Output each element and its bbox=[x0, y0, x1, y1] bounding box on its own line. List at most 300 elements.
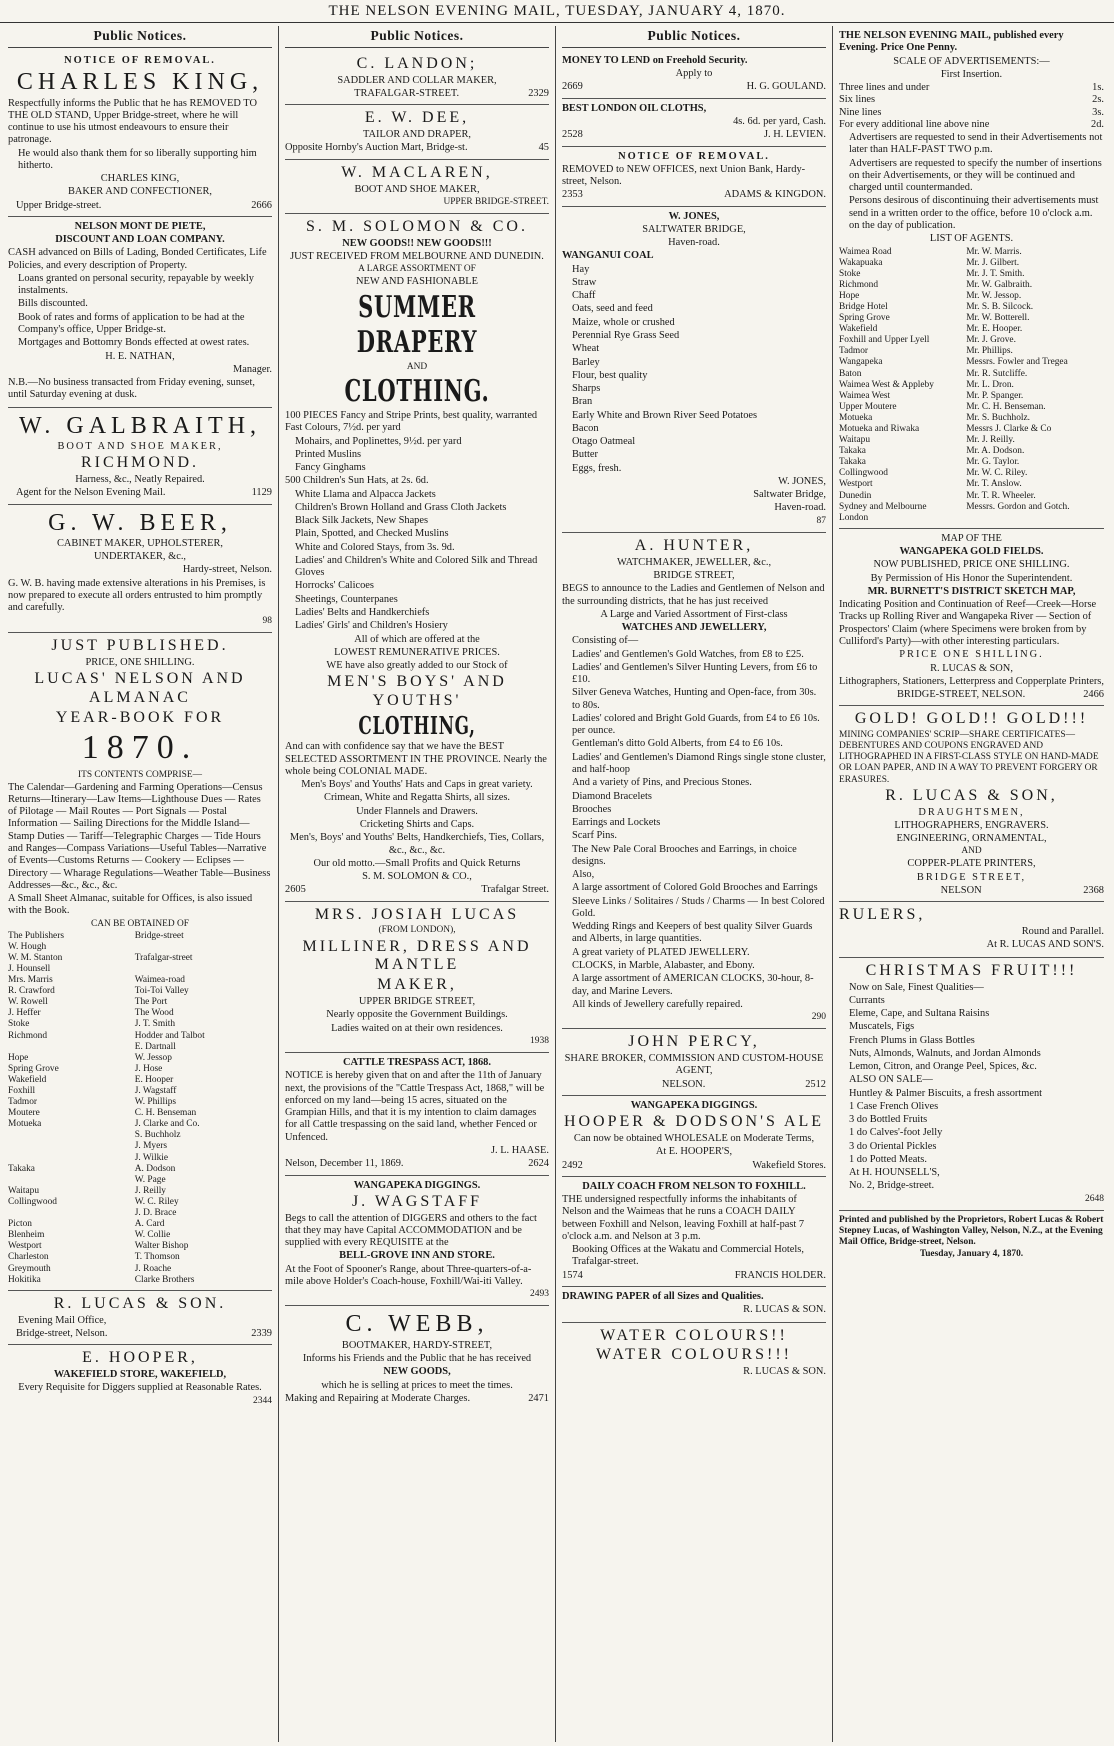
agent-place: Hope bbox=[839, 290, 860, 301]
agent-name: The Port bbox=[134, 997, 168, 1008]
ad-title: MAP OF THE bbox=[941, 532, 1002, 544]
agent-name: J. Wilkie bbox=[134, 1152, 169, 1163]
ad-ref: 45 bbox=[538, 142, 549, 154]
agent-name: E. Hooper bbox=[134, 1074, 174, 1085]
ad-adams-kingdon bbox=[562, 147, 826, 207]
agent-row bbox=[839, 313, 1104, 324]
ad-name: R. LUCAS & SON. bbox=[53, 1294, 227, 1312]
ad-place: NELSON bbox=[940, 884, 982, 896]
agent-name: T. Thomson bbox=[134, 1252, 180, 1263]
ad-title: CATTLE TRESPASS ACT, 1868. bbox=[343, 1057, 491, 1069]
ad-signature: J. L. HAASE. bbox=[490, 1145, 549, 1157]
ad-line: Ladies' colored and Bright Gold Guards, from £4 to £6 10s. per ounce. bbox=[572, 712, 820, 737]
ad-body: Begs to call the attention of DIGGERS and others to the fact that they may have Capital ACCOMMODATION and be supplied with every REQUISITE at the bbox=[285, 1212, 537, 1249]
agent-place: W. Rowell bbox=[8, 997, 48, 1008]
ad-line: Otago Oatmeal bbox=[572, 436, 636, 448]
ad-body: Agent for the Nelson Evening Mail. bbox=[16, 487, 166, 499]
ad-signature: S. M. SOLOMON & CO., bbox=[362, 871, 472, 883]
ad-line: 3 do Bottled Fruits bbox=[849, 1114, 928, 1126]
scale-table bbox=[839, 82, 1104, 131]
agent-name: C. H. Benseman bbox=[134, 1108, 197, 1119]
ad-map-wangapeka bbox=[839, 529, 1104, 706]
ad-name: YEAR-BOOK FOR bbox=[55, 708, 225, 726]
agent-row bbox=[8, 1219, 272, 1230]
agent-place: London bbox=[839, 512, 869, 523]
agent-row bbox=[8, 1086, 272, 1097]
ad-line: Haven-road. bbox=[774, 502, 826, 514]
ad-hunter bbox=[562, 533, 826, 1029]
agent-place: Waitapu bbox=[8, 1185, 40, 1196]
agent-name: Mr. J. T. Smith. bbox=[966, 268, 1025, 279]
ad-address: UPPER BRIDGE-STREET. bbox=[443, 196, 549, 207]
ad-item: Crimean, White and Regatta Shirts, all sizes. bbox=[324, 792, 510, 804]
ad-ref: 1129 bbox=[251, 487, 272, 499]
ad-galbraith bbox=[8, 408, 272, 505]
ad-item: Fancy Ginghams bbox=[295, 462, 366, 474]
scale-label: Three lines and under bbox=[839, 82, 930, 94]
ad-dee bbox=[285, 105, 549, 159]
ad-title: JUST PUBLISHED. bbox=[51, 636, 229, 654]
agent-row bbox=[839, 435, 1104, 446]
ad-body: LOWEST REMUNERATIVE PRICES. bbox=[334, 646, 500, 658]
ad-name: JOHN PERCY, bbox=[628, 1033, 760, 1051]
agent-place: Waimea West bbox=[839, 390, 891, 401]
ad-body: By Permission of His Honor the Superintendent. bbox=[870, 572, 1073, 584]
ad-line: 3 do Oriental Pickles bbox=[849, 1140, 937, 1152]
ad-name: E. HOOPER, bbox=[82, 1349, 198, 1367]
agent-place: Stoke bbox=[839, 268, 861, 279]
advertiser-notes bbox=[839, 132, 1104, 232]
agent-place: Moutere bbox=[8, 1108, 40, 1119]
ad-signature: FRANCIS HOLDER. bbox=[734, 1269, 826, 1281]
ad-line: Gentleman's ditto Gold Alberts, from £4 to £6 10s. bbox=[572, 738, 783, 750]
ad-line: Early White and Brown River Seed Potatoes bbox=[572, 409, 758, 421]
agent-place: Sydney and Melbourne bbox=[839, 501, 927, 512]
ad-body: And can with confidence say that we have the BEST SELECTED ASSORTMENT IN THE PROVINCE. Nearly the whole being COLONIAL MADE. bbox=[285, 741, 547, 777]
agent-row bbox=[839, 291, 1104, 302]
agent-name: Mr. W. Jessop. bbox=[966, 290, 1022, 301]
ad-line: Sleeve Links / Solitaires / Studs / Charms — In best Colored Gold. bbox=[572, 895, 825, 919]
ad-signature: J. H. LEVIEN. bbox=[763, 129, 826, 141]
agent-place: Stoke bbox=[8, 1019, 30, 1030]
agent-row bbox=[8, 1153, 272, 1164]
ad-body: Nearly opposite the Government Buildings. bbox=[326, 1009, 508, 1021]
ad-address: Trafalgar Street. bbox=[481, 884, 549, 896]
agent-place: Blenheim bbox=[8, 1230, 45, 1241]
ad-place: NELSON. bbox=[661, 1078, 706, 1090]
agent-name: J. Myers bbox=[134, 1141, 168, 1152]
scale-price: 3s. bbox=[1092, 106, 1104, 118]
ad-name: J. WAGSTAFF bbox=[351, 1192, 483, 1210]
ad-trade: SADDLER AND COLLAR MAKER, bbox=[337, 74, 497, 86]
ad-trade: MAKER, bbox=[377, 976, 457, 994]
ad-item: Ladies' and Children's White and Colored Silk and Thread Gloves bbox=[295, 554, 538, 579]
ad-trade: UNDERTAKER, &c., bbox=[93, 551, 187, 563]
agent-row bbox=[8, 1264, 272, 1275]
agent-place: Hokitika bbox=[8, 1274, 41, 1285]
agent-place: Motueka bbox=[839, 412, 873, 423]
agent-row bbox=[839, 269, 1104, 280]
agent-place bbox=[8, 1141, 135, 1152]
agent-row bbox=[839, 324, 1104, 335]
masthead bbox=[0, 0, 1114, 23]
ad-line: W. JONES, bbox=[778, 475, 826, 487]
agent-name: Mr. P. Spanger. bbox=[966, 390, 1024, 401]
agent-name: The Wood bbox=[134, 1008, 174, 1019]
ad-line: French Plums in Glass Bottles bbox=[849, 1034, 975, 1046]
ad-line: A large assortment of Colored Gold Brooches and Earrings bbox=[572, 882, 818, 894]
ad-headline: GOLD! GOLD!! GOLD!!! bbox=[854, 710, 1089, 728]
agent-row bbox=[839, 424, 1104, 435]
ad-charles-king bbox=[8, 51, 272, 217]
agent-name: W. Jessop bbox=[134, 1052, 172, 1063]
agent-row bbox=[8, 1197, 272, 1208]
ad-money-to-lend bbox=[562, 51, 826, 99]
ad-address: Bridge-street, Nelson. bbox=[16, 1327, 108, 1339]
ad-item: Printed Muslins bbox=[295, 448, 362, 460]
ad-ref: 2344 bbox=[253, 1395, 272, 1406]
ad-origin: (FROM LONDON), bbox=[378, 925, 456, 936]
ad-trade: CABINET MAKER, UPHOLSTERER, bbox=[56, 537, 224, 549]
ad-item: Sheetings, Counterpanes bbox=[295, 593, 398, 605]
ad-signature: H. E. NATHAN, bbox=[105, 350, 175, 362]
ad-line: Silver Geneva Watches, Hunting and Open-face, from 30s. to 80s. bbox=[572, 687, 817, 711]
ad-trade: ENGINEERING, ORNAMENTAL, bbox=[896, 833, 1047, 845]
ad-body: The Calendar—Gardening and Farming Operations—Census Returns—Itinerary—Law Items—Lighthouse Dues — Rates of Pilotage — Mail Routes — Port Signals — Postal Information — Sailing Directions for the Middle Island—Stamp Duties — Tariff—Telegraphic Charges — Tide Hours and Ranges—Compass Variations—Useful Tables—Narrative of Events—Customs Returns — Cookery — Eclipses — Directory — Wharage Regulations—Weather Table—Business Addresses—&c., &c., &c. bbox=[8, 781, 271, 891]
ad-line: Ladies' and Gentlemen's Gold Watches, from £8 to £25. bbox=[572, 648, 804, 660]
ad-title: NOTICE OF REMOVAL. bbox=[618, 150, 770, 162]
agent-name: E. Dartnall bbox=[134, 1041, 176, 1052]
ad-subhead: NEW AND FASHIONABLE bbox=[356, 276, 478, 288]
agent-place bbox=[8, 1130, 135, 1141]
ad-item: White Llama and Alpacca Jackets bbox=[295, 488, 436, 500]
ad-ref: 2512 bbox=[805, 1078, 826, 1090]
ad-motto: Our old motto.—Small Profits and Quick Returns bbox=[313, 857, 521, 869]
ad-line: Bacon bbox=[572, 422, 599, 434]
ad-title: MONEY TO LEND on Freehold Security. bbox=[562, 54, 748, 66]
ad-body: Respectfully informs the Public that he has REMOVED TO THE OLD STAND, Upper Bridge-street, where he will continue to use his utmost endeavours to ensure their patronage. bbox=[8, 97, 257, 146]
ad-body: Indicating Position and Continuation of Reef—Creek—Horse Tracks up Rolling River and Wangapeka River — Section of Prospectors' Claim (where Specimens were broken from by Culliford's Party)—with other interesting particulars. bbox=[839, 599, 1097, 647]
ad-ref: 2466 bbox=[1083, 689, 1104, 701]
ad-place: RICHMOND. bbox=[80, 454, 200, 472]
agent-row bbox=[8, 1230, 272, 1241]
ad-line: Butter bbox=[572, 449, 598, 461]
ad-trade: Lithographers, Stationers, Letterpress and Copperplate Printers, bbox=[839, 675, 1104, 687]
agent-place: Takaka bbox=[8, 1163, 35, 1174]
ad-subhead: ITS CONTENTS COMPRISE— bbox=[78, 769, 202, 780]
agent-row bbox=[839, 468, 1104, 479]
ad-line: Straw bbox=[572, 276, 597, 288]
ad-body: 4s. 6d. per yard, Cash. bbox=[733, 115, 826, 127]
ad-wagstaff bbox=[285, 1176, 549, 1307]
ad-line: 1 do Calves'-foot Jelly bbox=[849, 1127, 943, 1139]
ad-line: Hay bbox=[572, 263, 590, 275]
ad-body: G. W. B. having made extensive alterations in his Premises, is now prepared to execute all orders entrusted to him promptly and carefully. bbox=[8, 577, 266, 614]
ad-line: Barley bbox=[572, 356, 600, 368]
ad-item: 500 Children's Sun Hats, at 2s. 6d. bbox=[285, 475, 429, 487]
ad-ref: 2368 bbox=[1083, 884, 1104, 896]
agent-name: Mr. T. Anslow. bbox=[966, 479, 1022, 490]
ad-body: NOTICE is hereby given that on and after the 11th of January next, the provisions of the "Cattle Trespass Act, 1868," will be enforced on my land—being 15 acres, situated on the Grampian Hills, and that it is my intention to claim damages for all Cattle trespassing on the said land, whether Fenced or Unfenced. bbox=[285, 1070, 545, 1143]
agent-row bbox=[839, 335, 1104, 346]
agent-row bbox=[8, 997, 272, 1008]
ad-trade: BOOT AND SHOE MAKER, bbox=[354, 183, 480, 195]
ad-ref: 2648 bbox=[1085, 1193, 1104, 1204]
scale-title: SCALE OF ADVERTISEMENTS:— bbox=[893, 55, 1050, 67]
column-2 bbox=[279, 26, 556, 1742]
agent-row bbox=[839, 380, 1104, 391]
ad-item: 100 PIECES Fancy and Stripe Prints, best quality, warranted Fast Colours, 7½d. per yard bbox=[285, 410, 538, 434]
masthead-title: THE NELSON EVENING MAIL, TUESDAY, JANUARY 4, 1870. bbox=[328, 3, 786, 19]
ad-name: W. MACLAREN, bbox=[341, 163, 493, 181]
ad-name: R. LUCAS & SON, bbox=[885, 786, 1058, 804]
agent-place: Spring Grove bbox=[8, 1063, 59, 1074]
agent-row bbox=[8, 1252, 272, 1263]
ad-drawing-paper bbox=[562, 1287, 826, 1323]
ad-date: Nelson, December 11, 1869. bbox=[285, 1158, 404, 1170]
agent-row bbox=[839, 502, 1104, 513]
agent-name: Mr. T. R. Wheeler. bbox=[966, 490, 1036, 501]
ad-subtitle: DISCOUNT AND LOAN COMPANY. bbox=[55, 234, 225, 246]
ad-line: Sharps bbox=[572, 383, 601, 395]
agent-name: Mr. Phillips. bbox=[966, 346, 1013, 357]
ad-trade: BAKER AND CONFECTIONER, bbox=[67, 186, 213, 198]
agent-row bbox=[839, 346, 1104, 357]
agent-name: Trafalgar-street bbox=[134, 952, 193, 963]
ad-line: The New Pale Coral Brooches and Earrings, in choice designs. bbox=[572, 843, 797, 867]
ad-body: Mortgages and Bottomry Bonds effected at owest rates. bbox=[18, 337, 250, 349]
ad-item: Ladies' Belts and Handkerchiefs bbox=[295, 606, 430, 618]
ad-body: At E. HOOPER'S, bbox=[655, 1146, 733, 1158]
ad-name: C. LANDON; bbox=[356, 54, 478, 72]
ad-signature: At R. LUCAS AND SON'S. bbox=[986, 939, 1104, 951]
agent-row bbox=[8, 1275, 272, 1286]
agent-row bbox=[8, 942, 272, 953]
ad-ref: 2605 bbox=[285, 884, 306, 896]
ad-line: Wedding Rings and Keepers of best quality Silver Guards and Alberts, in large quantities. bbox=[572, 921, 813, 945]
ad-line: CLOCKS, in Marble, Alabaster, and Ebony. bbox=[572, 960, 755, 971]
ad-lucas-office bbox=[8, 1291, 272, 1345]
agent-name: S. Buchholz bbox=[134, 1130, 181, 1141]
ad-address: TRAFALGAR-STREET. bbox=[354, 88, 460, 100]
scale-label: Six lines bbox=[839, 94, 876, 106]
ad-address: Haven-road. bbox=[668, 237, 720, 249]
ad-body: A Small Sheet Almanac, suitable for Offices, is also issued with the Book. bbox=[8, 893, 253, 917]
agent-place: Richmond bbox=[8, 1030, 48, 1041]
ad-item: Black Silk Jackets, New Shapes bbox=[295, 515, 429, 527]
agent-place: Greymouth bbox=[8, 1263, 51, 1274]
agent-row bbox=[839, 402, 1104, 413]
agent-name: Mr. W. C. Riley. bbox=[966, 468, 1028, 479]
ad-address: Hardy-street, Nelson. bbox=[182, 564, 272, 576]
column-4 bbox=[833, 26, 1110, 1742]
agent-name: W. Phillips bbox=[134, 1097, 177, 1108]
column-heading: Public Notices. bbox=[562, 26, 826, 48]
ad-body: Apply to bbox=[675, 68, 713, 80]
agent-name: Mr. S. B. Silcock. bbox=[966, 301, 1034, 312]
agent-place: Charleston bbox=[8, 1252, 49, 1263]
ad-body: MINING COMPANIES' SCRIP—SHARE CERTIFICATES—DEBENTURES AND COUPONS ENGRAVED AND LITHOGRAPHED IN A FIRST-CLASS STYLE ON HAND-MADE OR LOAN PAPER, AND IN A WAY TO PREVENT FORGERY OR ERASURES. bbox=[839, 730, 1099, 785]
ad-body: Harness, &c., Neatly Repaired. bbox=[75, 474, 205, 486]
ad-name: HOOPER & DODSON'S ALE bbox=[563, 1113, 825, 1131]
advertiser-note: Advertisers are requested to send in their Advertisements not later than HALF-PAST TWO p.m. bbox=[849, 132, 1103, 156]
ad-name: E. W. DEE, bbox=[364, 109, 470, 127]
ad-ref: 2493 bbox=[530, 1289, 549, 1300]
ad-price: PRICE, ONE SHILLING. bbox=[85, 656, 195, 668]
agent-place: Wangapeka bbox=[839, 357, 883, 368]
column-1 bbox=[2, 26, 279, 1742]
ad-cattle-trespass bbox=[285, 1053, 549, 1175]
ad-line: No. 2, Bridge-street. bbox=[849, 1180, 935, 1192]
ad-item: Men's Boys' and Youths' Hats and Caps in great variety. bbox=[301, 779, 533, 791]
ad-title: DAILY COACH FROM NELSON TO FOXHILL. bbox=[582, 1180, 806, 1192]
ad-ref: 2492 bbox=[562, 1159, 583, 1171]
ad-line: Lemon, Citron, and Orange Peel, Spices, &c. bbox=[849, 1061, 1037, 1073]
agent-name: Mr. A. Dodson. bbox=[966, 446, 1025, 457]
ad-line: Also, bbox=[572, 869, 595, 881]
ad-line: Earrings and Lockets bbox=[572, 817, 661, 829]
agent-row bbox=[839, 357, 1104, 368]
ad-landon bbox=[285, 51, 549, 105]
column-heading: Public Notices. bbox=[285, 26, 549, 48]
ad-body: All of which are offered at the bbox=[354, 633, 480, 645]
ad-daily-coach bbox=[562, 1177, 826, 1287]
ad-body: Can now be obtained WHOLESALE on Moderate Terms, bbox=[573, 1133, 815, 1145]
agent-place: Tadmor bbox=[839, 346, 869, 357]
ad-trade: BOOT AND SHOE MAKER, bbox=[57, 440, 223, 452]
ad-trade: TAILOR AND DRAPER, bbox=[363, 129, 471, 141]
ad-headline: NEW GOODS!! NEW GOODS!!! bbox=[342, 237, 492, 249]
ad-headline: WANGANUI COAL bbox=[562, 250, 654, 262]
agent-place: Takaka bbox=[839, 446, 866, 457]
agent-row bbox=[8, 1208, 272, 1219]
ad-name: RULERS, bbox=[839, 906, 926, 924]
scale-row bbox=[839, 94, 1104, 106]
ad-trade: SHARE BROKER, COMMISSION AND CUSTOM-HOUSE AGENT, bbox=[564, 1053, 824, 1077]
ad-body: Every Requisite for Diggers supplied at Reasonable Rates. bbox=[18, 1382, 262, 1394]
agent-row bbox=[8, 964, 272, 975]
ad-ref: 2353 bbox=[562, 189, 583, 201]
ad-subhead: CAN BE OBTAINED OF bbox=[91, 918, 189, 929]
ad-headline: NEW GOODS, bbox=[383, 1366, 451, 1378]
agent-name bbox=[135, 964, 272, 975]
ad-subhead: JUST RECEIVED FROM MELBOURNE AND DUNEDIN. bbox=[290, 251, 544, 263]
ad-body: Informs his Friends and the Public that he has received bbox=[302, 1353, 532, 1365]
ad-name: MRS. JOSIAH LUCAS bbox=[314, 905, 520, 923]
ad-title: WANGAPEKA DIGGINGS. bbox=[353, 1179, 481, 1191]
agent-place bbox=[8, 1042, 135, 1053]
ad-trade: DRAUGHTSMEN, bbox=[918, 806, 1025, 818]
ad-item: Plain, Spotted, and Checked Muslins bbox=[295, 528, 449, 540]
ad-line: Consisting of— bbox=[572, 635, 639, 647]
ad-note: N.B.—No business transacted from Friday evening, sunset, until Saturday evening at dusk. bbox=[8, 377, 256, 401]
agent-row bbox=[839, 513, 1104, 524]
ad-line: Ladies' and Gentlemen's Silver Hunting Levers, from £6 to £10. bbox=[572, 661, 818, 686]
agent-name: Mr. J. Gilbert. bbox=[966, 257, 1020, 268]
column-3 bbox=[556, 26, 833, 1742]
advertiser-note: Persons desirous of discontinuing their advertisements must send in a written order to the office, before 10 o'clock a.m. on the day of publication. bbox=[849, 195, 1099, 231]
ad-signature: ADAMS & KINGDON. bbox=[724, 189, 826, 201]
agent-place: W. M. Stanton bbox=[8, 952, 63, 963]
ad-signature: R. LUCAS & SON, bbox=[930, 662, 1013, 674]
ad-line: Brooches bbox=[572, 803, 612, 815]
ad-name: A. HUNTER, bbox=[634, 536, 754, 554]
agent-place: Mrs. Marris bbox=[8, 975, 53, 986]
ad-mrs-lucas bbox=[285, 902, 549, 1054]
advertiser-note: Advertisers are requested to specify the number of insertions on their Advertisements, or they will be continued and charged until countermanded. bbox=[849, 157, 1102, 194]
agent-row bbox=[8, 1186, 272, 1197]
agent-name: Walter Bishop bbox=[134, 1241, 189, 1252]
ad-year: 1870. bbox=[81, 729, 199, 767]
ad-hooper-dodson bbox=[562, 1096, 826, 1177]
agents-heading: LIST OF AGENTS. bbox=[929, 233, 1014, 245]
agent-name: J. Reilly bbox=[134, 1185, 166, 1196]
ad-line: Wheat bbox=[572, 343, 600, 355]
scale-label: For every additional line above nine bbox=[839, 118, 990, 130]
ad-title: WANGAPEKA DIGGINGS. bbox=[630, 1099, 758, 1111]
ad-line: Chaff bbox=[572, 290, 596, 302]
agent-place: Picton bbox=[8, 1219, 32, 1230]
ad-ref: 2471 bbox=[528, 1392, 549, 1404]
agent-row bbox=[839, 247, 1104, 258]
ad-role: Manager. bbox=[233, 363, 272, 375]
scale-row bbox=[839, 107, 1104, 119]
ad-name: C. WEBB, bbox=[345, 1311, 489, 1338]
ad-line: Muscatels, Figs bbox=[849, 1021, 915, 1033]
agent-row bbox=[839, 413, 1104, 424]
agent-row bbox=[839, 302, 1104, 313]
ad-body: Loans granted on personal security, repayable by weekly instalments. bbox=[18, 272, 254, 297]
ad-line: Flour, best quality bbox=[572, 369, 648, 381]
ad-ref: 2528 bbox=[562, 129, 583, 141]
ad-line: Eleme, Cape, and Sultana Raisins bbox=[849, 1008, 990, 1020]
agent-place: Upper Moutere bbox=[839, 401, 897, 412]
ad-trade: WAKEFIELD STORE, WAKEFIELD, bbox=[53, 1368, 227, 1380]
ad-signature: CHARLES KING, bbox=[100, 173, 180, 185]
scale-price: 2s. bbox=[1092, 94, 1104, 106]
agent-name: Mr. C. H. Benseman. bbox=[966, 401, 1046, 412]
ad-solomon bbox=[285, 214, 549, 902]
publication-note: THE NELSON EVENING MAIL, published every Evening. Price One Penny. bbox=[839, 30, 1064, 54]
ad-body: Round and Parallel. bbox=[1021, 926, 1104, 938]
ad-line: All kinds of Jewellery carefully repaired. bbox=[572, 998, 743, 1010]
ad-trade: MILLINER, DRESS AND MANTLE bbox=[302, 937, 532, 974]
ad-body: Book of rates and forms of application to be had at the Company's office, Upper Bridge-st. bbox=[18, 311, 245, 336]
ad-name: CHARLES KING, bbox=[16, 69, 264, 96]
ad-ref: 2666 bbox=[251, 199, 272, 211]
ad-headline: WATER COLOURS!!! bbox=[596, 1346, 792, 1364]
scale-row bbox=[839, 119, 1104, 131]
agents-list bbox=[839, 247, 1104, 524]
ad-line: Huntley & Palmer Biscuits, a fresh assortment bbox=[849, 1087, 1043, 1099]
imprint bbox=[839, 1211, 1104, 1265]
agent-name: Waimea-road bbox=[134, 975, 185, 986]
agent-place: Motueka bbox=[8, 1119, 42, 1130]
agent-row bbox=[8, 1053, 272, 1064]
ad-name: S. M. SOLOMON & CO. bbox=[306, 217, 528, 235]
agent-name bbox=[966, 513, 1104, 524]
ad-address: Opposite Hornby's Auction Mart, Bridge-st. bbox=[285, 142, 468, 154]
ad-address: BRIDGE-STREET, NELSON. bbox=[896, 689, 1026, 701]
ad-percy bbox=[562, 1029, 826, 1096]
ad-signature: R. LUCAS & SON. bbox=[743, 1304, 826, 1316]
ad-lucas-gold bbox=[839, 706, 1104, 902]
ad-body: THE undersigned respectfully informs the inhabitants of Nelson and the Waimeas that he runs a COACH DAILY between Foxhill and Nelson, leaving Foxhill at half-past 7 o'clock a.m. and Nelson at 3 p.m. bbox=[562, 1194, 805, 1242]
ad-name: W. JONES, bbox=[668, 210, 720, 222]
agent-name: Mr. R. Sutcliffe. bbox=[966, 368, 1028, 379]
ad-line: ALSO ON SALE— bbox=[849, 1074, 933, 1086]
agent-row bbox=[839, 479, 1104, 490]
